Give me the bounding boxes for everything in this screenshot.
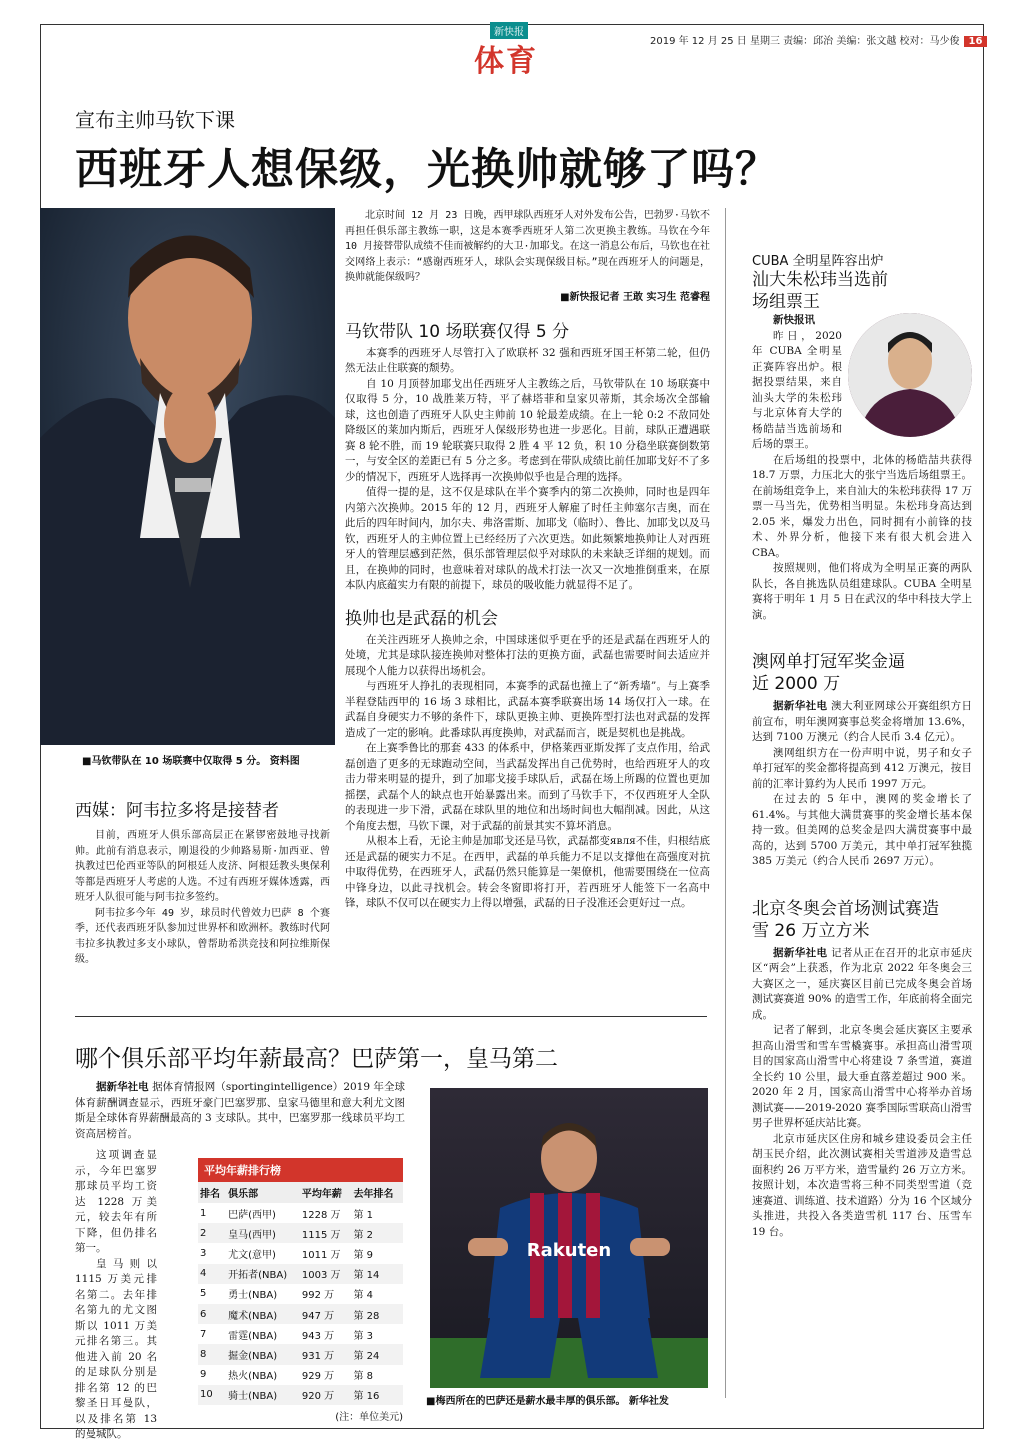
article-byline: ■新快报记者 王敢 实习生 范睿程 [560, 291, 710, 303]
sidebar-story [75, 800, 330, 968]
story2-body [752, 699, 972, 870]
table-cell: 第 8 [353, 1371, 373, 1383]
bottom-intro-text: 据体育情报网（sportingintelligence）2019 年全球体育薪酬调查显示，西班牙豪门巴塞罗那、皇家马德里和意大利尤文图斯是全球体育界薪酬最高的 3 支球队。其中，巴塞罗那一线球员平均工资高居榜首。 [75, 1081, 405, 1140]
col-header: 俱乐部 [226, 1182, 300, 1203]
table-cell: 第 1 [353, 1209, 373, 1221]
col-header: 平均年薪 [300, 1182, 352, 1203]
table-cell: 尤文(意甲) [228, 1249, 276, 1261]
table-cell: 943 万 [301, 1330, 335, 1342]
story3-byline: 据新华社电 [773, 946, 828, 959]
story1-body-wrap [752, 313, 972, 623]
table-cell: 1115 万 [300, 1223, 352, 1243]
table-cell: 931 万 [300, 1344, 352, 1364]
section1-body [345, 346, 710, 594]
paragraph: 在过去的 5 年中，澳网的奖金增长了 61.4%。与其他大满贯赛事的奖金增长基本保持一致。但美网的总奖金是四大满贯赛事中最高的，达到 5700 万美元，其中单打冠军独揽 385 万美元（约合人民币 2697 万元）。 [752, 793, 972, 867]
paragraph: 记者了解到，北京冬奥会延庆赛区主要承担高山滑雪和雪车雪橇赛事。承担高山滑雪项目的国家高山滑雪中心将建设 7 条雪道，赛道全长约 10 公里，最大垂直落差超过 900 米。2020 年 2 月，国家高山滑雪中心将举办首场测试赛——2019-2020 赛季国际雪联高山滑雪男子世界杯延庆站比赛。 [752, 1024, 972, 1129]
table-note: (注：单位美元) [335, 1411, 403, 1423]
table-cell: 7 [200, 1328, 207, 1340]
paragraph: 在后场组的投票中，北体的杨皓喆共获得 18.7 万票，力压北大的张宁当选后场组票王。在前场组竞争上，来自汕大的朱松玮获得 17 万票一马当先，优势相当明显。朱松玮身高达到 2.05 米，爆发力出色，同时拥有小前锋的技术、外界分析，他接下来有很大机会进入 CBA。 [752, 453, 972, 559]
paragraph: 自 10 月顶替加耶戈出任西班牙人主教练之后，马钦带队在 10 场联赛中仅取得 5 分，10 战胜莱万特，平了赫塔菲和皇家贝蒂斯，其余场次全部输球，这也创造了西班牙人队史主帅前 10 轮最差成绩。在上一轮 0:2 不敌同处降级区的莱加内斯后，西班牙人保级形势也进一步恶化。目前，球队正遭遇联赛 8 轮不胜，而 19 轮联赛只取得 2 胜 4 平 12 负，积 10 分稳坐联赛倒数第一，与安全区的差距已有 5 分之多。考虑到在带队成绩比前任加耶戈好不了多少的情况下，西班牙人选择再一次换帅似乎也是合理的选择。 [345, 377, 710, 483]
table-row [198, 1203, 403, 1223]
table-row [198, 1324, 403, 1344]
table-cell: 6 [198, 1304, 226, 1324]
story2-lead: 澳大利亚网球公开赛组织方日前宣布，明年澳网赛事总奖金将增加 13.6%，达到 7100 万澳元（约合人民币 3.4 亿元）。 [752, 700, 973, 743]
paragraph: 目前，西班牙人俱乐部高层正在紧锣密鼓地寻找新帅。此前有消息表示，刚退役的少帅路易斯·加西亚、曾执教过巴伦西亚等队的阿根廷人皮济、阿根廷教头奥保利等都是西班牙人考虑的人选。不过有西班牙媒体透露，西班牙人队很可能与阿韦拉多签约。 [75, 830, 330, 903]
col-header: 去年排名 [351, 1182, 403, 1203]
jersey-sponsor: Rakuten [526, 1240, 612, 1261]
newspaper-logo: 新快报 [490, 22, 528, 39]
table-cell: 1003 万 [300, 1264, 352, 1284]
paragraph: 与西班牙人挣扎的表现相同，本赛季的武磊也撞上了“新秀墙”。与上赛季半程登陆西甲的 16 场 3 球相比，武磊本赛季联赛出场 14 场仅打入一球。在武磊自身硬实力不够的条件下，球队更换主帅、更换阵型打法也对武磊的发挥造成了一定的影响。此番球队再度换帅，对武磊而言，既是契机也是挑战。 [345, 680, 710, 739]
table-row [198, 1243, 403, 1263]
paragraph: 在关注西班牙人换帅之余，中国球迷似乎更在乎的还是武磊在西班牙人的处境，尤其是球队接连换帅对整体打法的更换方面，武磊也需要时间去适应并展现个人能力以获得出场机会。 [345, 633, 710, 677]
bottom-column [75, 1148, 157, 1443]
table-cell: 第 28 [351, 1304, 403, 1324]
paragraph: 昨日，2020 年 CUBA 全明星正赛阵容出炉。根据投票结果，来自汕头大学的朱松玮与北京体育大学的杨皓喆当选前场和后场的票王。 [752, 329, 842, 450]
table-cell: 第 24 [351, 1344, 403, 1364]
table-cell: 第 2 [351, 1223, 403, 1243]
coach-photo [40, 208, 335, 745]
paragraph: 澳网组织方在一份声明中说，男子和女子单打冠军的奖金都将提高到 412 万澳元，按目前的汇率计算约为人民币 1997 万元。 [752, 746, 972, 790]
story3-title: 北京冬奥会首场测试赛造雪 26 万立方米 [752, 898, 939, 941]
story1-kicker: CUBA 全明星阵容出炉 [752, 254, 884, 269]
ranking-title: 平均年薪排行榜 [198, 1158, 403, 1182]
table-cell: 5 [200, 1288, 207, 1300]
table-cell: 2 [198, 1223, 226, 1243]
table-cell: 热火(NBA) [228, 1371, 278, 1383]
bottom-byline: 据新华社电 [96, 1081, 149, 1093]
paragraph: 皇马则以 1115 万美元排名第二。去年排名第九的尤文图斯以 1011 万美元排名第三。其他进入前 20 名的足球队分别是排名第 12 的巴黎圣日耳曼队，以及排名第 13 的曼城队。 [75, 1257, 157, 1440]
table-cell: 骑士(NBA) [226, 1385, 300, 1405]
date-editor-line: 2019 年 12 月 25 日 星期三 责编：邱治 美编：张文越 校对：马少俊 [650, 36, 960, 47]
table-cell: 魔术(NBA) [226, 1304, 300, 1324]
main-headline: 西班牙人想保级，光换帅就够了吗？ [75, 145, 779, 195]
section2-title: 换帅也是武磊的机会 [345, 608, 498, 629]
story3-lead: 记者从正在召开的北京市延庆区“两会”上获悉，作为北京 2022 年冬奥会三大赛区之一，延庆赛区目前已完成冬奥会首场测试赛赛道 90% 的造雪工作，年底前将全面完成。 [752, 946, 973, 1021]
table-cell: 9 [200, 1369, 207, 1381]
story3-body [752, 946, 972, 1241]
table-cell: 雷霆(NBA) [228, 1330, 278, 1342]
page-meta [650, 32, 987, 47]
table-cell: 1 [200, 1207, 207, 1219]
coach-photo-illustration [40, 208, 335, 745]
table-cell: 992 万 [301, 1290, 335, 1302]
main-kicker: 宣布主帅马钦下课 [75, 108, 235, 132]
bottom-headline: 哪个俱乐部平均年薪最高？巴萨第一，皇马第二 [75, 1046, 558, 1072]
story2-byline: 据新华社电 [773, 700, 828, 712]
paragraph [752, 946, 972, 1024]
table-row [198, 1223, 403, 1243]
table-cell: 8 [198, 1344, 226, 1364]
table-cell: 开拓者(NBA) [226, 1264, 300, 1284]
paragraph: 从根本上看，无论主帅是加耶戈还是马钦，武磊都变явля不佳，归根结底还是武磊的硬实力不足。在西甲，武磊的单兵能力不足以支撑他在高强度对抗中取得优势，在西班牙人，武磊仍然只能算是一架僚机，他需要围绕在一位高中锋身边，以此寻找机会。转会冬窗即将打开，若西班牙人能签下一名高中锋，球队不仅可以在硬实力上得以增强，武磊的日子没准还会更好过一点。 [345, 835, 710, 909]
table-cell: 4 [198, 1264, 226, 1284]
table-cell: 第 14 [351, 1264, 403, 1284]
table-cell: 第 3 [353, 1330, 373, 1342]
table-cell: 920 万 [300, 1385, 352, 1405]
messi-photo [430, 1088, 708, 1388]
story2-title: 澳网单打冠军奖金逼近 2000 万 [752, 652, 905, 694]
section-title: 体育 [474, 44, 538, 79]
player-photo [848, 313, 972, 437]
table-header-row [198, 1182, 403, 1203]
sidebar-title: 西媒：阿韦拉多将是接替者 [75, 801, 279, 821]
paragraph [752, 699, 972, 746]
paragraph: 在上赛季鲁比的那套 433 的体系中，伊格莱西亚斯发挥了支点作用，给武磊创造了更多的无球跑动空间，当武磊发挥出自己优势时，也给西班牙人的攻击力带来明显的提升，到了加耶戈接手球队后，武磊在场上所踢的位置也更加摇摆，武磊个人的缺点也开始暴露出来。而到了马钦手下，不仅西班牙人全队的表现进一步下滑，武磊在球队里的地位和出场时间也大幅削减。因此，从这个角度去想，马钦下课，对于武磊的前景其实不算坏消息。 [345, 742, 710, 832]
table-cell: 1228 万 [301, 1209, 341, 1221]
right-column [752, 250, 972, 1240]
table-cell: 皇马(西甲) [226, 1223, 300, 1243]
table-row [198, 1264, 403, 1284]
ranking-table [198, 1182, 403, 1405]
table-row [198, 1385, 403, 1405]
table-cell: 巴萨(西甲) [228, 1209, 276, 1221]
table-cell: 3 [200, 1247, 207, 1259]
paragraph: 按照规则，他们将成为全明星正赛的两队队长，各自挑选队员组建球队。CUBA 全明星赛将于明年 1 月 5 日在武汉的华中科技大学上演。 [752, 562, 972, 621]
page-number: 16 [964, 36, 988, 47]
player-photo-illustration [848, 313, 972, 437]
table-cell: 929 万 [301, 1371, 335, 1383]
column-divider [725, 208, 726, 1398]
paragraph: 本赛季的西班牙人尽管打入了欧联杯 32 强和西班牙国王杯第二轮，但仍然无法止住联赛的颓势。 [345, 346, 710, 374]
story1-byline: 新快报讯 [773, 314, 815, 326]
table-cell: 10 [198, 1385, 226, 1405]
messi-photo-caption: ■梅西所在的巴萨还是薪水最丰厚的俱乐部。 新华社发 [426, 1396, 669, 1407]
col-header: 排名 [198, 1182, 226, 1203]
article-lead [345, 208, 710, 286]
table-row [198, 1365, 403, 1385]
section1-title: 马钦带队 10 场联赛仅得 5 分 [345, 321, 570, 342]
table-row [198, 1284, 403, 1304]
table-cell: 第 16 [351, 1385, 403, 1405]
paragraph: 阿韦拉多今年 49 岁，球员时代曾效力巴萨 8 个赛季，还代表西班牙队参加过世界杯和欧洲杯。教练时代阿韦拉多执教过多支小球队，曾帮助希洪竞技和阿拉维斯保级。 [75, 907, 330, 965]
lead-paragraph: 北京时间 12 月 23 日晚，西甲球队西班牙人对外发布公告，巴勃罗·马钦不再担任俱乐部主教练一职，这是本赛季西班牙人第二次更换主教练。马钦在今年 10 月接替带队成绩不佳而被解约的大卫·加耶戈。在这一消息公布后，马钦也在社交网络上表示：“感谢西班牙人，球队会实现保级目标。”现在西班牙人的问题是，换帅就能保级吗？ [345, 210, 710, 283]
ranking-rows [198, 1203, 403, 1405]
paragraph [75, 1080, 405, 1142]
main-article [345, 208, 710, 912]
table-cell: 第 4 [353, 1290, 373, 1302]
story1-title: 汕大朱松玮当选前场组票王 [752, 270, 888, 312]
coach-photo-caption: ■马钦带队在 10 场联赛中仅取得 5 分。 资料图 [82, 756, 300, 767]
paragraph: 这项调查显示，今年巴塞罗那球员平均工资达 1228 万美元，较去年有所下降，但仍排名第一。 [75, 1149, 157, 1254]
bottom-intro [75, 1080, 405, 1142]
table-cell: 947 万 [300, 1304, 352, 1324]
paragraph: 北京市延庆区住房和城乡建设委员会主任胡玉民介绍，此次测试赛相关雪道涉及造雪总面积约 26 万平方米，造雪量约 26 万立方米。按照计划，本次造雪将三种不同类型雪道（竞速赛道、训练道、技术道路）分为 16 个区域分头推进，共投入各类造雪机 117 台、压雪车 19 台。 [752, 1132, 972, 1238]
bottom-divider [75, 1016, 707, 1017]
table-row [198, 1304, 403, 1324]
table-cell: 掘金(NBA) [226, 1344, 300, 1364]
paragraph: 值得一提的是，这不仅是球队在半个赛季内的第二次换帅，同时也是四年内第六次换帅。2015 年的 12 月，西班牙人解雇了时任主帅塞尔吉奥，而在此后的四年时间内，加尔夫、弗洛雷斯、加耶戈（临时）、鲁比、加耶戈以及马钦，西班牙人的主帅位置上已经经历了六次更迭。如此频繁地换帅让人对西班牙人的管理层感到茫然，俱乐部管理层似乎对球队的未来缺乏详细的规划。而且，在换帅的同时，也意味着对球队的战术打法一次又一次地推倒重来，在原本队内底蕴实力有限的前提下，球员的吸收能力就显得不足了。 [345, 486, 710, 591]
table-cell: 1011 万 [301, 1249, 341, 1261]
table-row [198, 1344, 403, 1364]
table-cell: 勇士(NBA) [228, 1290, 278, 1302]
messi-photo-illustration [430, 1088, 708, 1388]
sidebar-body [75, 828, 330, 968]
table-cell: 第 9 [353, 1249, 373, 1261]
section2-body [345, 633, 710, 912]
salary-ranking [198, 1158, 403, 1423]
